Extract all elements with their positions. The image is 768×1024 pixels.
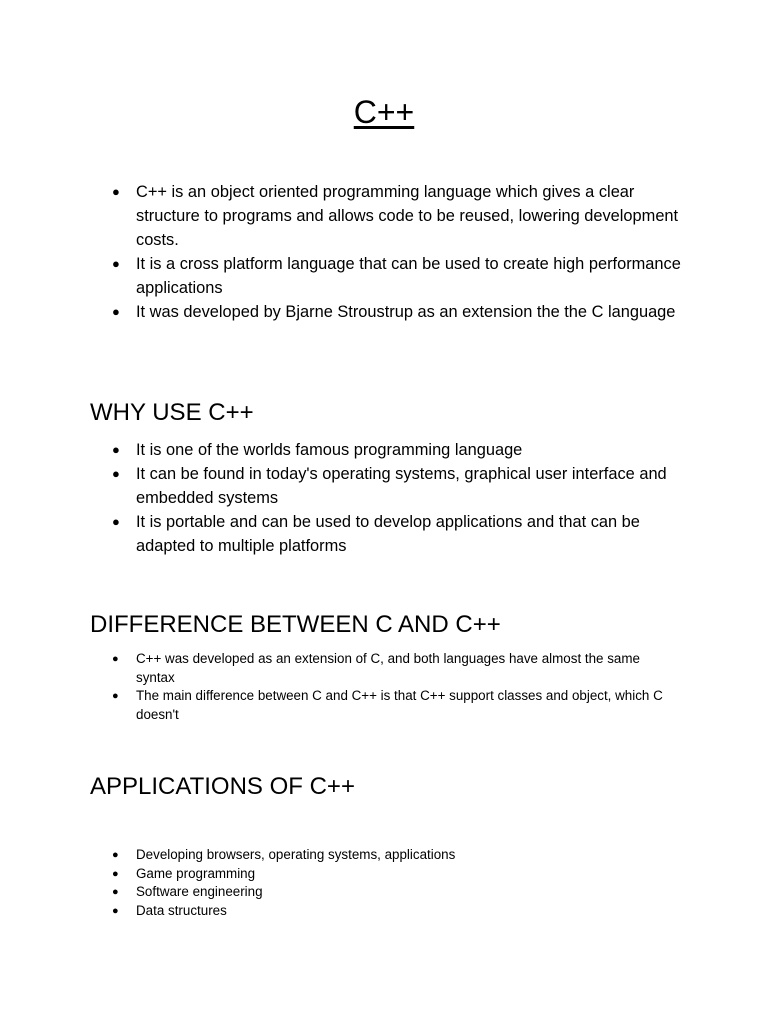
bullet-icon: ● [112,514,120,529]
bullet-icon: ● [112,256,120,271]
bullet-icon: ● [112,849,119,861]
intro-list [112,180,682,324]
list-item-text: It is one of the worlds famous programming language [136,441,523,459]
bullet-icon: ● [112,184,120,199]
bullet-icon: ● [112,886,119,898]
list-item [112,510,682,558]
list-item [112,883,682,902]
bullet-icon: ● [112,304,120,319]
applications-list [112,846,682,920]
bullet-icon: ● [112,867,119,880]
list-item-text: It can be found in today's operating systems, graphical user interface and embedded systems [136,465,667,507]
list-item-text: Software engineering [136,884,263,899]
list-item-text: C++ was developed as an extension of C, and both languages have almost the same syntax [136,651,640,685]
list-item [112,180,682,252]
list-item-text: Data structures [136,902,227,918]
bullet-icon: ● [112,466,120,481]
section-heading-why: WHY USE C++ [90,399,254,426]
list-item-text: The main difference between C and C++ is that C++ support classes and object, which C doesn't [136,688,663,722]
list-item-text: C++ is an object oriented programming language which gives a clear structure to programs and allows code to be reused, lowering development costs. [136,183,679,249]
list-item [112,865,682,884]
list-item [112,300,682,324]
list-item [112,438,682,462]
list-item-text: It is portable and can be used to develop applications and that can be adapted to multiple platforms [136,513,640,555]
list-item [112,650,682,687]
list-item [112,462,682,510]
list-item [112,252,682,300]
list-item-text: It was developed by Bjarne Stroustrup as an extension the the C language [136,303,676,321]
list-item [112,902,682,921]
bullet-icon: ● [112,442,120,457]
section-heading-difference: DIFFERENCE BETWEEN C AND C++ [90,611,501,638]
section-heading-applications: APPLICATIONS OF C++ [90,773,355,800]
list-item-text: Developing browsers, operating systems, applications [136,847,456,862]
bullet-icon: ● [112,653,119,665]
list-item [112,846,682,865]
difference-list [112,650,682,724]
why-list [112,438,682,558]
bullet-icon: ● [112,690,119,702]
list-item-text: It is a cross platform language that can be used to create high performance applications [136,255,681,297]
document-title: C++ [353,94,415,130]
bullet-icon: ● [112,904,119,917]
list-item [112,687,682,724]
list-item-text: Game programming [136,865,256,881]
